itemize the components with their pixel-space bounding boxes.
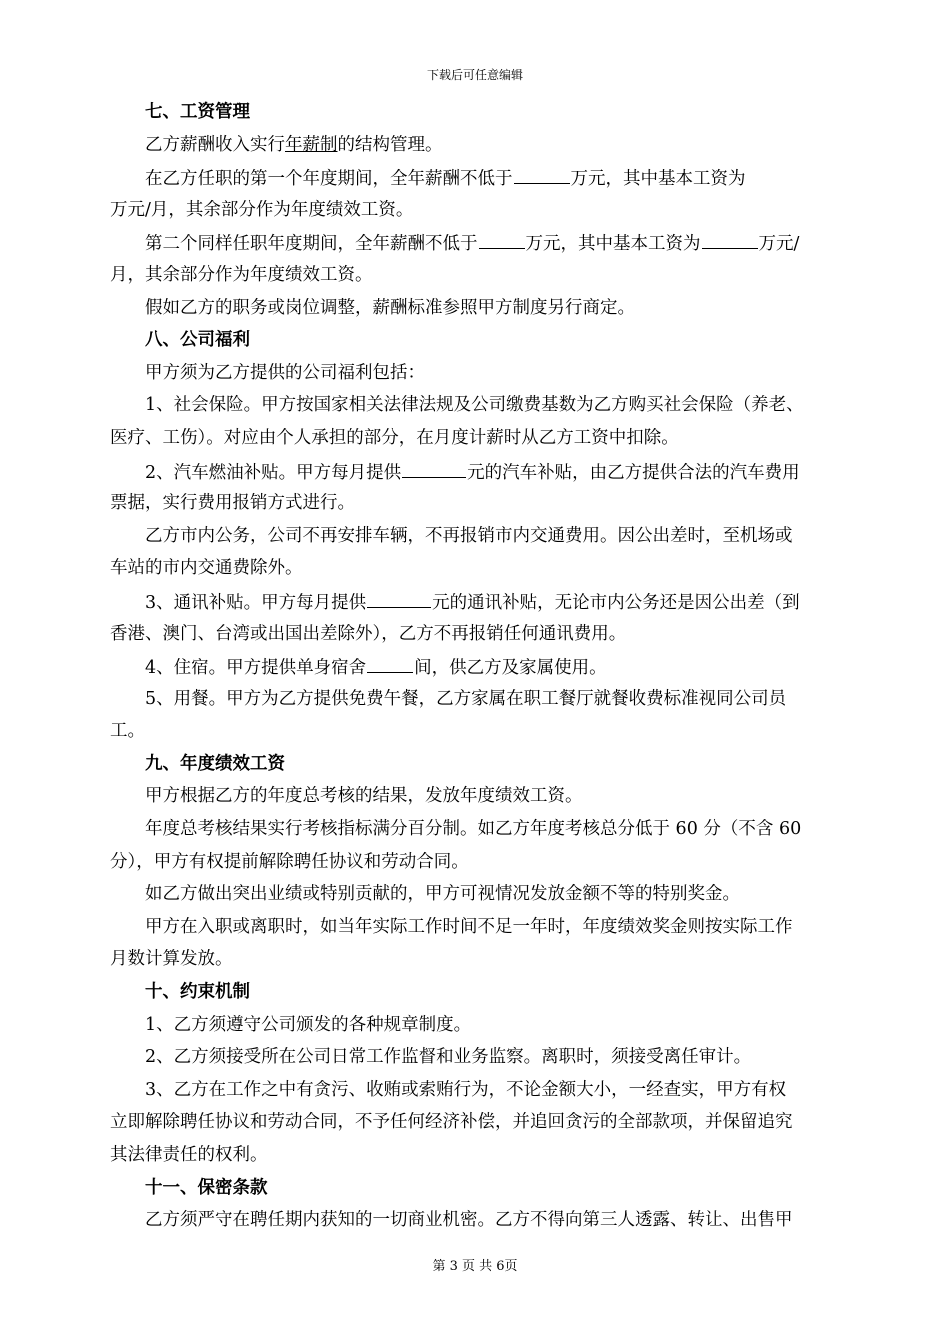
list-item: 2、乙方须接受所在公司日常工作监督和业务监察。离职时，须接受离任审计。 [145,1047,752,1068]
page-header-note: 下载后可任意编辑 [426,68,523,82]
paragraph: 乙方薪酬收入实行年薪制的结构管理。 [145,134,443,155]
paragraph: 在乙方任职的第一个年度期间，全年薪酬不低于 万元，其中基本工资为 [110,161,862,194]
section-8-title: 八、公司福利 [145,330,250,351]
paragraph-continuation: 万元/月，其余部分作为年度绩效工资。 [110,199,414,220]
list-item-continuation: 其法律责任的权利。 [110,1145,268,1165]
paragraph-continuation: 分），甲方有权提前解除聘任协议和劳动合同。 [110,851,469,872]
paragraph: 年度总考核结果实行考核指标满分百分制。如乙方年度考核总分低于 60 分（不含 60 [145,819,802,840]
fill-blank[interactable] [402,455,466,478]
paragraph-continuation: 月，其余部分作为年度绩效工资。 [110,264,373,285]
list-item: 3、乙方在工作之中有贪污、收贿或索贿行为，不论金额大小，一经查实，甲方有权 [145,1079,787,1100]
section-9-title: 九、年度绩效工资 [145,753,285,774]
paragraph: 乙方须严守在聘任期内获知的一切商业机密。乙方不得向第三人透露、转让、出售甲 [145,1210,793,1231]
list-item: 1、乙方须遵守公司颁发的各种规章制度。 [145,1014,472,1035]
section-10-title: 十、约束机制 [145,982,250,1003]
underlined-term: 年薪制 [285,134,338,155]
list-item-continuation: 工。 [110,721,145,742]
list-item: 1、社会保险。甲方按国家相关法律法规及公司缴费基数为乙方购买社会保险（养老、 [145,395,804,416]
paragraph: 假如乙方的职务或岗位调整，薪酬标准参照甲方制度另行商定。 [145,297,635,318]
fill-blank[interactable] [367,585,431,608]
paragraph: 甲方根据乙方的年度总考核的结果，发放年度绩效工资。 [145,786,583,807]
list-item: 4、住宿。甲方提供单身宿舍 间，供乙方及家属使用。 [110,650,862,683]
document-body [110,96,862,1237]
paragraph-continuation: 月数计算发放。 [110,949,233,970]
list-item-continuation: 香港、澳门、台湾或出国出差除外），乙方不再报销任何通讯费用。 [110,623,627,644]
paragraph: 甲方须为乙方提供的公司福利包括： [145,362,425,383]
list-item: 5、用餐。甲方为乙方提供免费午餐，乙方家属在职工餐厅就餐收费标准视同公司员 [145,688,787,709]
list-item-continuation: 票据，实行费用报销方式进行。 [110,493,355,514]
paragraph-continuation: 车站的市内交通费除外。 [110,558,303,579]
fill-blank[interactable] [702,226,758,249]
page-number: 第 3 页 共 6页 [432,1259,518,1274]
section-7-title: 七、工资管理 [145,102,250,122]
fill-blank[interactable] [514,161,570,184]
list-item-continuation: 立即解除聘任协议和劳动合同，不予任何经济补偿，并追回贪污的全部款项，并保留追究 [110,1112,793,1133]
paragraph: 如乙方做出突出业绩或特别贡献的，甲方可视情况发放金额不等的特别奖金。 [145,884,740,905]
paragraph: 甲方在入职或离职时，如当年实际工作时间不足一年时，年度绩效奖金则按实际工作 [145,916,793,937]
paragraph: 乙方市内公务，公司不再安排车辆，不再报销市内交通费用。因公出差时，至机场或 [145,525,793,546]
fill-blank[interactable] [479,226,525,249]
fill-blank[interactable] [367,650,413,673]
list-item: 2、汽车燃油补贴。甲方每月提供 元的汽车补贴，由乙方提供合法的汽车费用 [110,455,862,488]
section-11-title: 十一、保密条款 [145,1177,268,1198]
paragraph: 第二个同样任职年度期间，全年薪酬不低于 万元，其中基本工资为 万元/ [110,226,862,259]
list-item: 3、通讯补贴。甲方每月提供 元的通讯补贴，无论市内公务还是因公出差（到 [110,585,862,618]
list-item-continuation: 医疗、工伤）。对应由个人承担的部分，在月度计薪时从乙方工资中扣除。 [110,427,679,448]
